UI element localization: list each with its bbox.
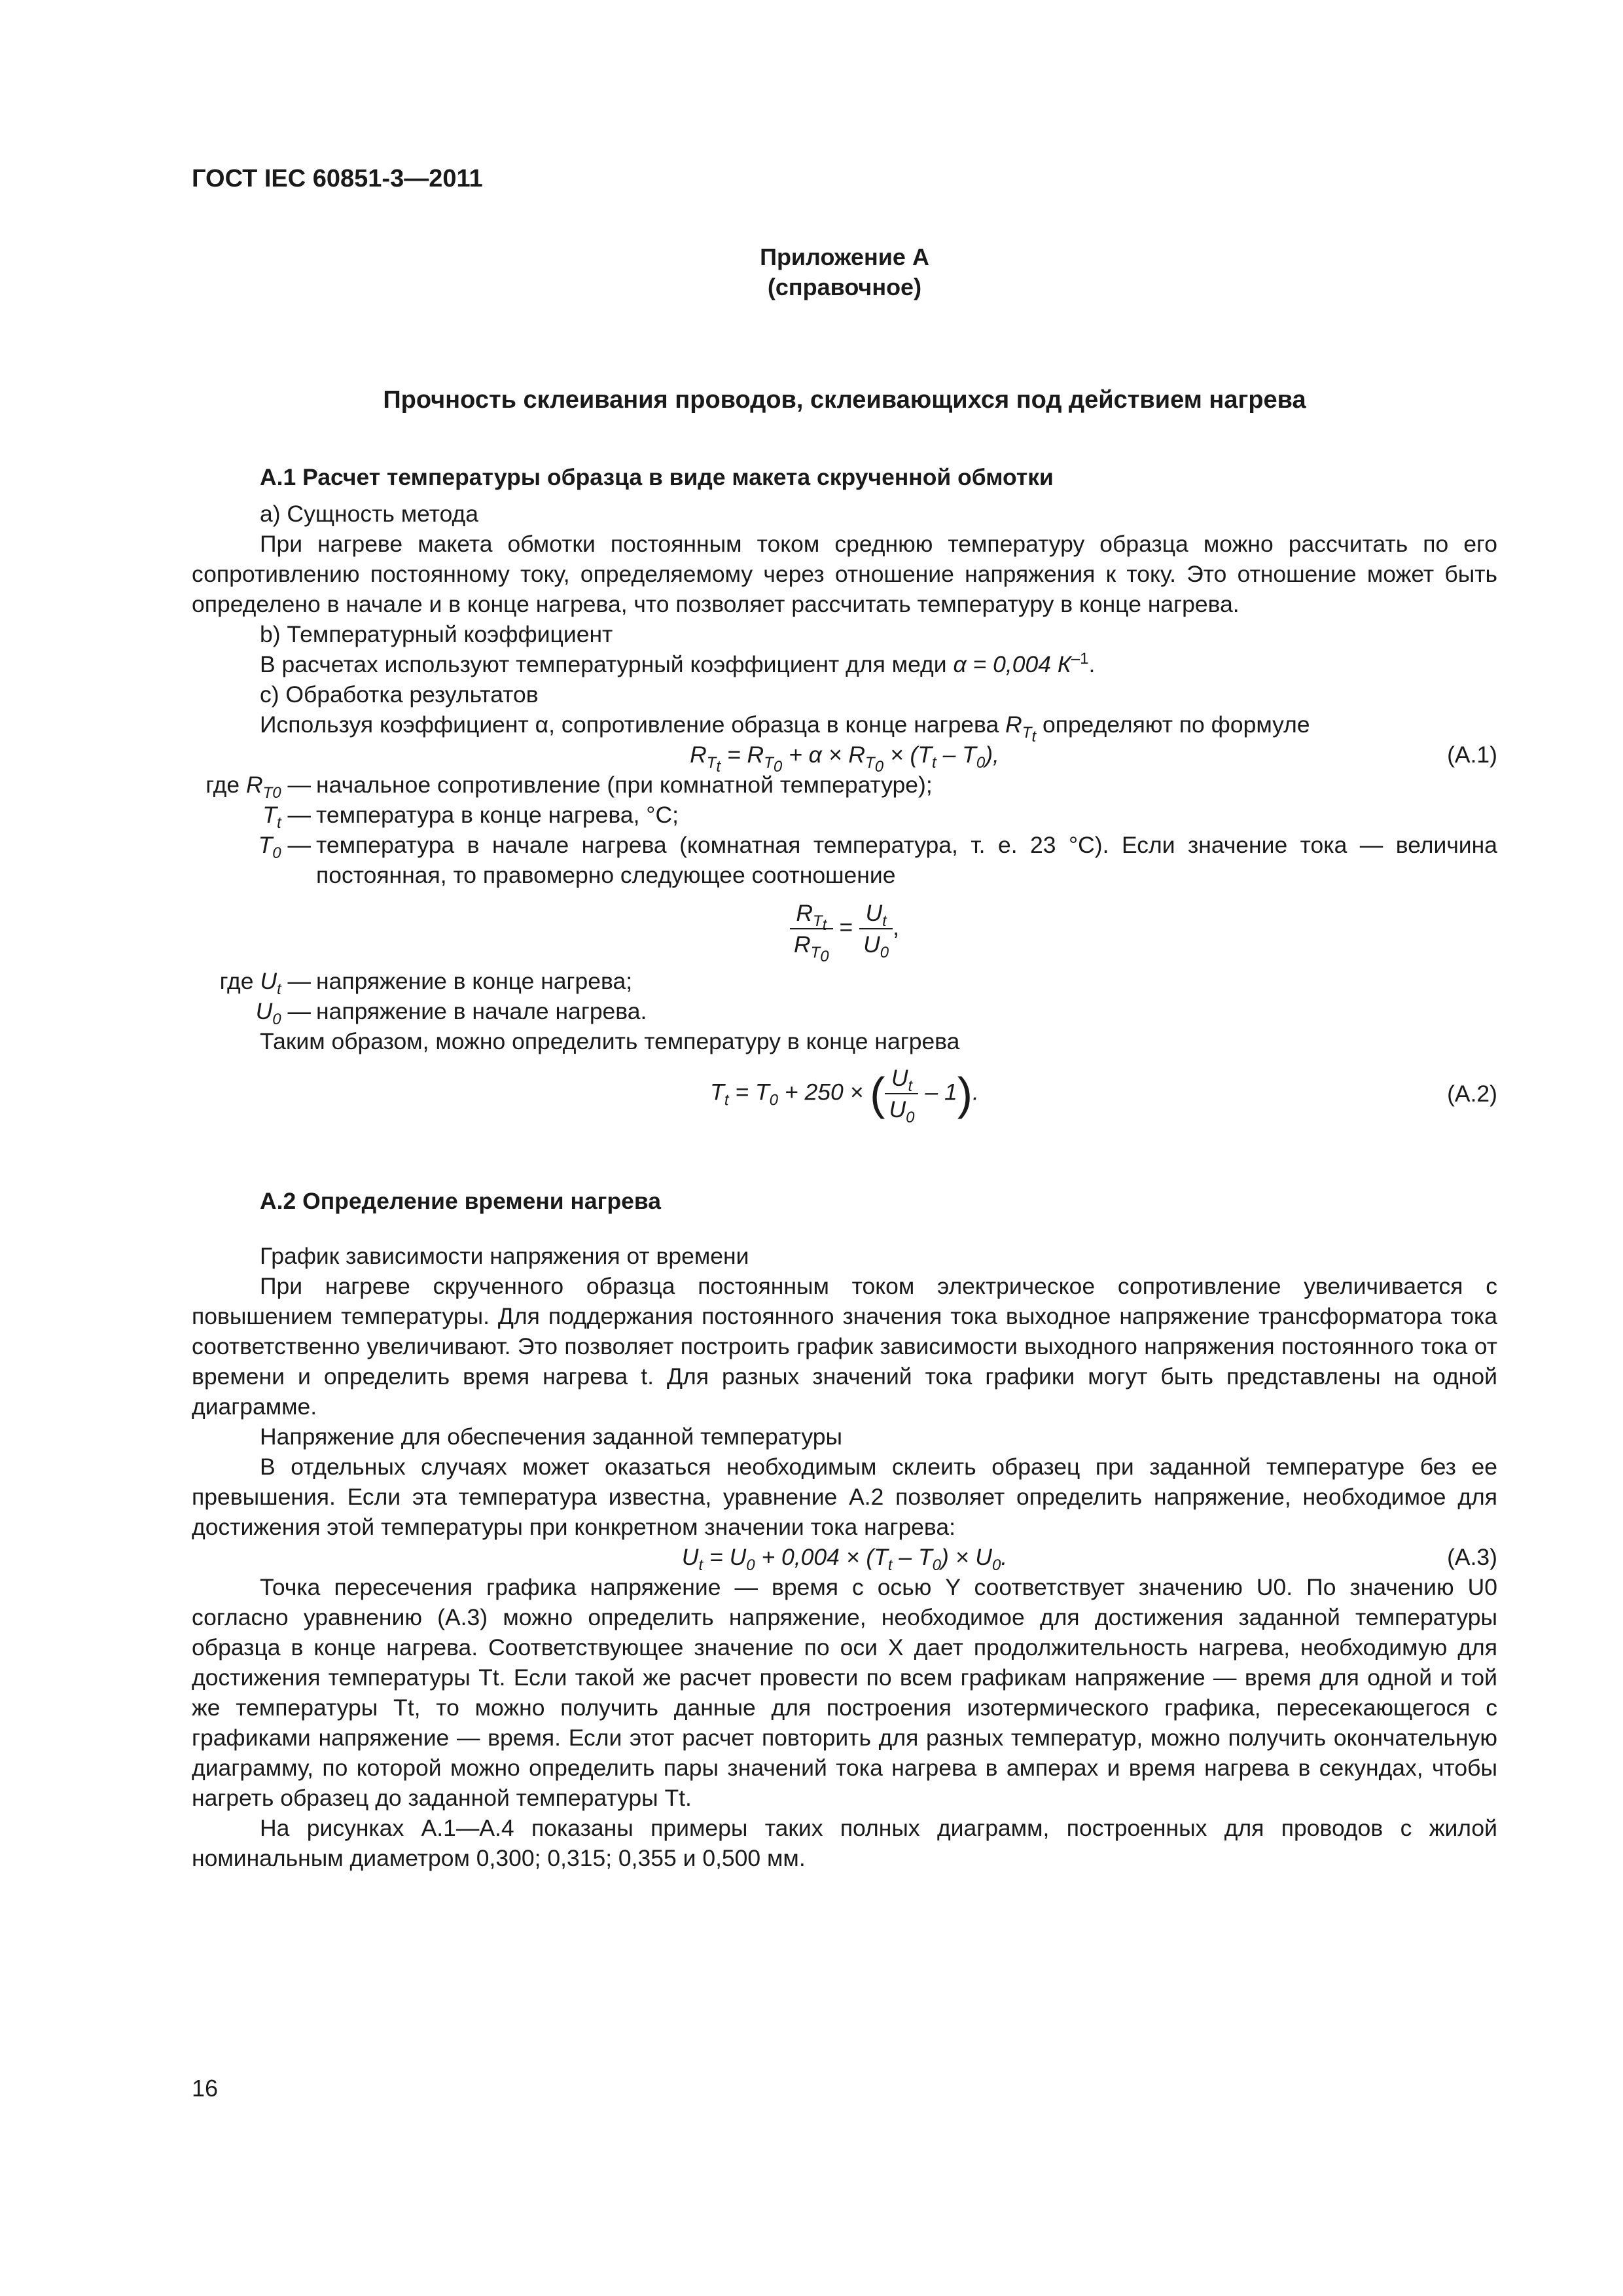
equation-a2-number: (А.2) xyxy=(1447,1081,1497,1107)
section-a1-heading: А.1 Расчет температуры образца в виде макета скрученной обмотки xyxy=(260,464,1054,490)
annex-line-2: (справочное) xyxy=(767,274,922,300)
para-intersection: Точка пересечения графика напряжение — время с осью Y соответствует значению U0. По значению U0 согласно уравнению (А.3) можно определить напряжение, необходимое для достижения заданной температуры образца в конце нагрева. Соответствующее значение по оси X дает продолжительность нагрева, необходимую для достижения температуры Tt. Если такой же расчет провести по всем графикам напряжение — время для одной и той же температуры Tt, то можно получить данные для построения изотермического графика, пересекающегося с графиками напряжение — время. Если этот расчет повторить для разных температур, можно получить окончательную диаграмму, по которой можно определить пары значений тока нагрева в амперах и время нагрева в секундах, чтобы нагреть образец до заданной температуры Tt. xyxy=(192,1574,1497,1811)
page-number: 16 xyxy=(192,2075,219,2102)
where-u0: $U_0$ — напряжение в начале нагрева. xyxy=(255,998,647,1029)
document-page xyxy=(192,0,1497,2296)
section-a2-heading: А.2 Определение времени нагрева xyxy=(260,1188,661,1214)
equation-a1-body: $R_{T_t} = R_{T_0} + \alpha \times R_{T_0} \times (T_t - T_0)$, xyxy=(690,742,999,776)
item-a-text: При нагреве макета обмотки постоянным током среднюю температуру образца можно рассчитать по его сопротивлению постоянному току, определяемому через отношение напряжения к току. Это отношение может быть определено в начале и в конце нагрева, что позволяет рассчитать температуру в конце нагрева. xyxy=(192,531,1497,617)
annex-label xyxy=(192,242,1497,302)
ratio-equation: $\frac{R_{T_t}}{R_{T_0}}$ = $\frac{U_t}{U_0}$ , xyxy=(192,890,1497,966)
equation-a1-number: (А.1) xyxy=(1447,742,1497,768)
section-a1 xyxy=(192,462,1497,1128)
subhead-target-voltage: Напряжение для обеспечения заданной температуры xyxy=(260,1424,843,1450)
item-b-label: b) Температурный коэффициент xyxy=(260,621,613,647)
para-voltage-time: При нагреве скрученного образца постоянным током электрическое сопротивление увеличивается с повышением температуры. Для поддержания постоянного значения тока выходное напряжение трансформатора тока соответственно увеличивают. Это позволяет построить график зависимости выходного напряжения постоянного тока от времени и определить время нагрева t. Для разных значений тока графики могут быть представлены на одной диаграмме. xyxy=(192,1273,1497,1420)
equation-a3-body: $U_t = U_0 + 0,004 \times (T_t - T_0) \times U_0$. xyxy=(681,1544,1008,1575)
item-c-label: c) Обработка результатов xyxy=(260,681,539,708)
subhead-voltage-time: График зависимости напряжения от времени xyxy=(260,1243,749,1269)
equation-a2-body: $T_t = T_0 + 250$ × ( $\frac{U_t}{U_0}$ – 1). xyxy=(192,1063,1497,1124)
equation-a2 xyxy=(192,1056,1497,1128)
equation-a1 xyxy=(192,740,1497,776)
para-figures: На рисунках А.1—А.4 показаны примеры таких полных диаграмм, построенных для проводов с жилой номинальным диаметром 0,300; 0,315; 0,355 и 0,500 мм. xyxy=(192,1815,1497,1871)
equation-a3-number: (А.3) xyxy=(1447,1544,1497,1570)
thus-text: Таким образом, можно определить температуру в конце нагрева xyxy=(260,1028,960,1054)
item-c-text: Используя коэффициент α, сопротивление образца в конце нагрева $R_{T_t}$ определяют по формуле xyxy=(260,711,1310,745)
standard-id: ГОСТ IEC 60851-3—2011 xyxy=(192,165,483,192)
equation-a3 xyxy=(192,1542,1497,1575)
annex-line-1: Приложение А xyxy=(760,243,929,270)
where-t0: $T_0$ — температура в начале нагрева (комнатная температура, т. е. 23 °C). Если значение тока — величина постоянная, то правомерно следующее соотношение xyxy=(258,832,1497,888)
where-tt: $T_t$ — температура в конце нагрева, °C; xyxy=(262,802,679,833)
item-b-text: В расчетах используют температурный коэффициент для меди α = 0,004 $К^{-1}$. xyxy=(260,650,1096,677)
page-title: Прочность склеивания проводов, склеивающихся под действием нагрева xyxy=(383,386,1306,414)
where-ut: где $U_t$ — напряжение в конце нагрева; xyxy=(219,968,633,999)
section-a2 xyxy=(192,1186,1497,1873)
where-r0: где $R_{T0}$ — начальное сопротивление (при комнатной температуре); xyxy=(205,772,933,802)
para-target-voltage: В отдельных случаях может оказаться необходимым склеить образец при заданной температуре без ее превышения. Если эта температура известна, уравнение А.2 позволяет определить напряжение, необходимое для достижения этой температуры при конкретном значении тока нагрева: xyxy=(192,1454,1497,1540)
item-a-label: а) Сущность метода xyxy=(260,501,478,527)
